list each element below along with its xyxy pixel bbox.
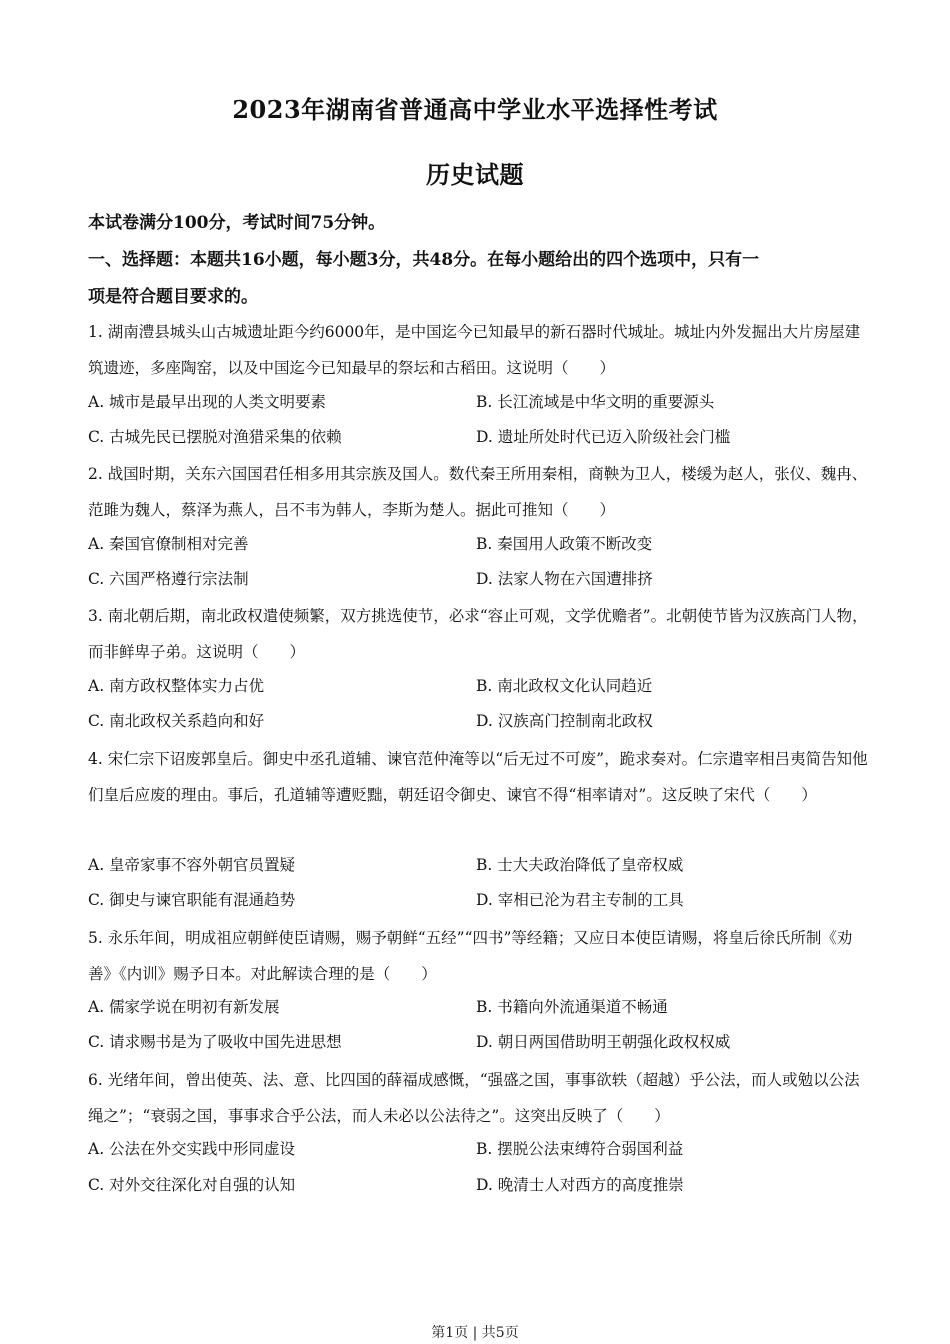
option-a: A. 儒家学说在明初有新发展 xyxy=(88,998,280,1016)
page-footer: 第1页 | 共5页 xyxy=(431,1325,519,1341)
option-b: B. 南北政权文化认同趋近 xyxy=(476,677,653,695)
option-a: A. 城市是最早出现的人类文明要素 xyxy=(88,393,327,411)
exam-info: 本试卷满分100分，考试时间75分钟。 xyxy=(88,213,386,233)
option-d: D. 汉族高门控制南北政权 xyxy=(476,712,653,730)
option-b: B. 书籍向外流通渠道不畅通 xyxy=(476,998,668,1016)
section-heading-line1: 一、选择题：本题共16小题，每小题3分，共48分。在每小题给出的四个选项中，只有一 xyxy=(88,250,760,270)
option-c: C. 请求赐书是为了吸收中国先进思想 xyxy=(88,1033,342,1051)
question-stem: 6. 光绪年间，曾出使英、法、意、比四国的薛福成感慨，“强盛之国，事事欲轶（超越）乎公法，而人或勉以公法绳之”；“衰弱之国，事事求合乎公法，而人未必以公法待之”。这突出反映了（ ） xyxy=(88,1071,860,1125)
option-b: B. 秦国用人政策不断改变 xyxy=(476,535,653,553)
exam-subtitle: 历史试题 xyxy=(426,160,524,189)
option-d: D. 宰相已沦为君主专制的工具 xyxy=(476,891,684,909)
option-a: A. 皇帝家事不容外朝官员置疑 xyxy=(88,856,296,874)
question-stem: 5. 永乐年间，明成祖应朝鲜使臣请赐，赐予朝鲜“五经”“四书”等经籍；又应日本使臣请赐，将皇后徐氏所制《劝善》《内训》赐予日本。对此解读合理的是（ ） xyxy=(88,929,853,983)
option-c: C. 南北政权关系趋向和好 xyxy=(88,712,265,730)
option-b: B. 长江流域是中华文明的重要源头 xyxy=(476,393,715,411)
question-stem: 2. 战国时期，关东六国国君任相多用其宗族及国人。数代秦王所用秦相，商鞅为卫人，楼缓为赵人，张仪、魏冉、范雎为魏人，蔡泽为燕人，吕不韦为韩人，李斯为楚人。据此可推知（ ） xyxy=(88,465,868,519)
option-c: C. 古城先民已摆脱对渔猎采集的依赖 xyxy=(88,428,342,446)
exam-title: 2023年湖南省普通高中学业水平选择性考试 xyxy=(232,95,718,124)
option-a: A. 南方政权整体实力占优 xyxy=(88,677,265,695)
option-c: C. 御史与谏官职能有混通趋势 xyxy=(88,891,296,909)
option-d: D. 晚清士人对西方的高度推崇 xyxy=(476,1176,684,1194)
option-d: D. 朝日两国借助明王朝强化政权权威 xyxy=(476,1033,731,1051)
option-c: C. 对外交往深化对自强的认知 xyxy=(88,1176,296,1194)
question-stem: 3. 南北朝后期，南北政权遣使频繁，双方挑选使节，必求“容止可观，文学优赡者”。北朝使节皆为汉族高门人物，而非鲜卑子弟。这说明（ ） xyxy=(88,607,868,661)
option-d: D. 法家人物在六国遭排挤 xyxy=(476,570,653,588)
option-b: B. 摆脱公法束缚符合弱国利益 xyxy=(476,1140,684,1158)
option-b: B. 士大夫政治降低了皇帝权威 xyxy=(476,856,684,874)
option-a: A. 秦国官僚制相对完善 xyxy=(88,535,249,553)
option-c: C. 六国严格遵行宗法制 xyxy=(88,570,249,588)
option-d: D. 遗址所处时代已迈入阶级社会门槛 xyxy=(476,428,731,446)
question-stem: 4. 宋仁宗下诏废郭皇后。御史中丞孔道辅、谏官范仲淹等以“后无过不可废”，跪求奏对。仁宗遣宰相吕夷简告知他们皇后应废的理由。事后，孔道辅等遭贬黜，朝廷诏令御史、谏官不得“相率请对”。这反映了宋代（ ） xyxy=(88,750,868,804)
question-stem: 1. 湖南澧县城头山古城遗址距今约6000年，是中国迄今已知最早的新石器时代城址。城址内外发掘出大片房屋建筑遗迹，多座陶窑，以及中国迄今已知最早的祭坛和古稻田。这说明（ ） xyxy=(88,323,861,377)
section-heading-line2: 项是符合题目要求的。 xyxy=(88,287,258,307)
option-a: A. 公法在外交实践中形同虚设 xyxy=(88,1140,296,1158)
